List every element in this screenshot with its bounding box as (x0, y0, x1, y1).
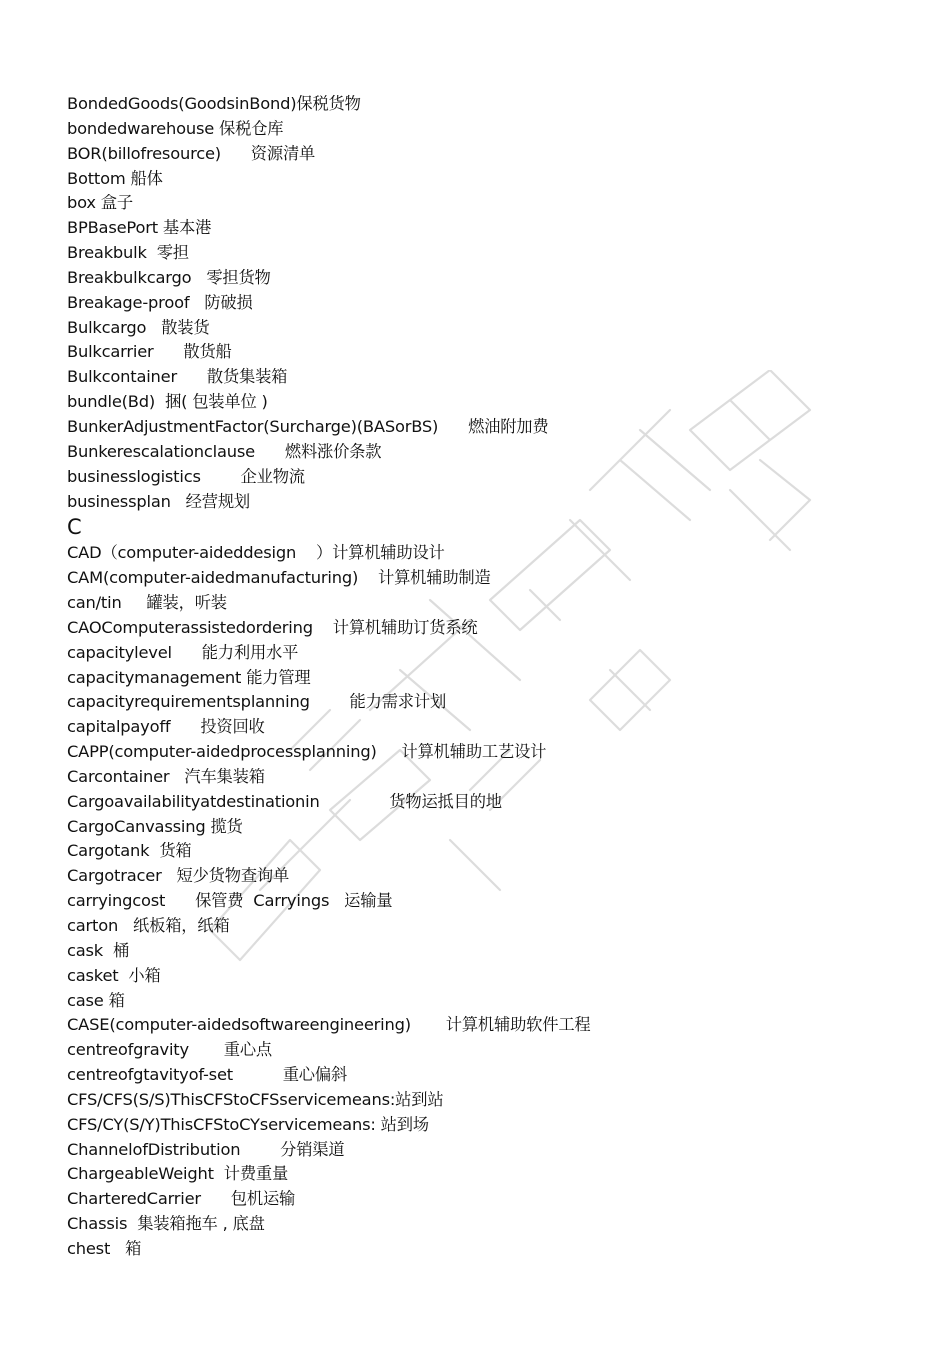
entry-term: CFS/CFS(S/S)ThisCFStoCFSservicemeans: (67, 1089, 396, 1109)
entry-term: centreofgtavityof-set (67, 1065, 233, 1085)
glossary-entry (67, 914, 887, 939)
entry-term: case (67, 990, 104, 1010)
glossary-entry (67, 415, 887, 440)
entry-gap (201, 467, 241, 486)
entry-gap (221, 144, 251, 163)
entry-gap (127, 1214, 137, 1233)
glossary-entry (67, 1063, 887, 1088)
entry-definition: 包机运输 (230, 1189, 296, 1209)
entry-definition: 集装箱拖车 , 底盘 (137, 1214, 265, 1234)
entry-gap (122, 593, 147, 612)
entry-definition: 纸板箱，纸箱 (133, 916, 230, 935)
glossary-entry (67, 989, 887, 1014)
entry-term: BondedGoods(GoodsinBond) (67, 94, 297, 113)
entry-term: CAM(computer-aidedmanufacturing) (67, 568, 359, 588)
glossary-entry (67, 390, 887, 415)
entry-term: ChargeableWeight (67, 1164, 214, 1184)
glossary-entry (67, 765, 887, 790)
entry-gap (154, 342, 184, 361)
entry-gap (170, 717, 200, 736)
entry-definition: 货物运抵目的地 (389, 791, 502, 811)
glossary-entry (67, 291, 887, 316)
entry-term: cask (67, 940, 104, 960)
glossary-entry (67, 541, 887, 566)
entry-term: businessplan (67, 491, 171, 511)
entry-term: BunkerAdjustmentFactor(Surcharge)(BASorBS) (67, 416, 439, 436)
entry-gap (155, 392, 165, 411)
entry-definition: 燃油附加费 (468, 416, 549, 436)
entry-term: Bulkcontainer (67, 367, 177, 387)
entry-term: CAD（computer-aideddesign (67, 543, 297, 563)
entry-gap (310, 692, 350, 711)
entry-term: C (67, 515, 82, 540)
glossary-entry (67, 790, 887, 815)
entry-definition: 保税仓库 (219, 118, 284, 138)
entry-definition: 防破损 (204, 292, 253, 312)
entry-term: bondedwarehouse (67, 118, 215, 138)
glossary-entry (67, 1162, 887, 1187)
entry-definition: 捆( 包装单位 ) (165, 392, 268, 412)
entry-definition: 基本港 (162, 218, 212, 238)
entry-definition: 零担货物 (206, 267, 271, 287)
entry-definition: 重心点 (223, 1040, 272, 1060)
entry-term: CFS/CY(S/Y)ThisCFStoCYservicemeans: (67, 1114, 376, 1134)
entry-definition: 汽车集装箱 (184, 766, 265, 786)
entry-term: CargoCanvassing (67, 816, 206, 836)
entry-definition: 保税货物 (296, 94, 361, 113)
entry-gap (313, 618, 333, 637)
entry-definition: 分销渠道 (280, 1139, 345, 1159)
entry-term: CAOComputerassistedordering (67, 617, 313, 637)
entry-definition: 零担 (156, 243, 189, 263)
entry-definition: 燃料涨价条款 (284, 441, 382, 461)
entry-term: Carcontainer (67, 766, 170, 786)
entry-gap (110, 1239, 125, 1258)
entry-gap (255, 442, 285, 461)
entry-gap (240, 1140, 280, 1159)
entry-gap (147, 243, 157, 262)
entry-definition: 盒子 (100, 193, 133, 213)
entry-definition: 货箱 (159, 841, 192, 861)
entry-term: bundle(Bd) (67, 392, 156, 412)
entry-term: box (67, 193, 96, 213)
section-heading (67, 514, 887, 541)
entry-definition: 箱 (125, 1238, 142, 1258)
glossary-entry (67, 1187, 887, 1212)
entry-gap (162, 866, 177, 885)
glossary-entry (67, 740, 887, 765)
entry-term: carryingcost (67, 891, 166, 911)
entry-gap (214, 1164, 224, 1183)
entry-term: centreofgravity (67, 1040, 189, 1060)
glossary-entry (67, 939, 887, 964)
entry-definition: 散货集装箱 (206, 367, 288, 387)
entry-gap (171, 492, 186, 511)
entry-term: Bunkerescalationclause (67, 441, 255, 461)
entry-definition: 短少货物查询单 (176, 866, 290, 886)
entry-definition: 能力利用水平 (201, 642, 299, 662)
glossary-entry (67, 591, 887, 616)
glossary-entry (67, 690, 887, 715)
entry-gap (189, 1040, 224, 1059)
entry-term: Cargotank (67, 841, 150, 861)
entry-definition: 企业物流 (240, 466, 305, 486)
glossary-entry (67, 1013, 887, 1038)
glossary-entry (67, 1237, 887, 1262)
entry-definition: 船体 (130, 168, 163, 188)
glossary-entry (67, 365, 887, 390)
entry-term: Bulkcargo (67, 317, 147, 337)
entry-term: Cargoavailabilityatdestinationin (67, 791, 320, 811)
entry-definition: 桶 (113, 940, 130, 960)
entry-term: capacitylevel (67, 642, 172, 662)
entry-definition: 重心偏斜 (282, 1065, 348, 1085)
entry-term: carton (67, 916, 119, 935)
entry-term: Breakbulkcargo (67, 267, 192, 287)
glossary-entry (67, 340, 887, 365)
entry-definition: 站到场 (380, 1114, 429, 1134)
entry-definition: 散货船 (183, 342, 232, 362)
entry-definition: 能力管理 (246, 667, 311, 687)
glossary-entry (67, 666, 887, 691)
entry-gap (118, 966, 128, 985)
glossary-entry (67, 266, 887, 291)
entry-term: Chassis (67, 1214, 128, 1234)
entry-term: CAPP(computer-aidedprocessplanning) (67, 742, 377, 762)
glossary-entry (67, 815, 887, 840)
glossary-entry (67, 316, 887, 341)
glossary-entry (67, 92, 887, 117)
entry-gap (320, 792, 390, 811)
entry-definition: 计算机辅助软件工程 (445, 1015, 591, 1035)
entry-term: BOR(billofresource) (67, 143, 221, 163)
entry-definition: 计算机辅助设计 (332, 543, 445, 563)
glossary-entry (67, 465, 887, 490)
entry-gap (149, 841, 159, 860)
entry-definition: 散装货 (161, 317, 210, 337)
entry-term: capacityrequirementsplanning (67, 692, 310, 712)
entry-gap (377, 742, 402, 761)
entry-gap (201, 1189, 231, 1208)
glossary-entry (67, 641, 887, 666)
glossary-entry (67, 616, 887, 641)
entry-term: can/tin (67, 593, 122, 613)
glossary-entry (67, 1138, 887, 1163)
entry-definition: 罐装，听装 (146, 593, 227, 613)
entry-definition: 计算机辅助工艺设计 (401, 742, 547, 762)
glossary-entry (67, 864, 887, 889)
entry-gap (103, 941, 113, 960)
glossary-entry (67, 889, 887, 914)
entry-definition: 计费重量 (223, 1164, 289, 1184)
entry-term: CharteredCarrier (67, 1189, 201, 1209)
glossary-entry (67, 490, 887, 515)
entry-term: ChannelofDistribution (67, 1139, 241, 1159)
entry-definition: 揽货 (210, 816, 243, 836)
entry-term: Breakage-proof (67, 292, 190, 312)
glossary-entry (67, 839, 887, 864)
entry-definition: 小箱 (128, 965, 161, 985)
entry-gap: ） (296, 543, 333, 563)
entry-definition: 站到站 (395, 1089, 444, 1109)
entry-gap (233, 1065, 283, 1084)
entry-term: Breakbulk (67, 243, 147, 263)
glossary-entry (67, 142, 887, 167)
entry-term: capitalpayoff (67, 717, 171, 737)
glossary-entry (67, 1038, 887, 1063)
entry-gap (411, 1015, 446, 1034)
entry-term: casket (67, 965, 119, 985)
entry-term: businesslogistics (67, 466, 201, 486)
entry-definition: 能力需求计划 (349, 692, 447, 712)
entry-definition: 资源清单 (250, 143, 316, 163)
glossary-entry (67, 715, 887, 740)
entry-gap (191, 268, 206, 287)
entry-gap (438, 417, 468, 436)
entry-gap (146, 318, 161, 337)
entry-term: capacitymanagement (67, 667, 242, 687)
entry-gap (358, 568, 378, 587)
entry-gap (169, 767, 184, 786)
entry-term: Bulkcarrier (67, 342, 154, 362)
entry-gap (118, 916, 133, 935)
glossary-entry (67, 216, 887, 241)
glossary-entry (67, 1113, 887, 1138)
entry-gap (189, 293, 204, 312)
entry-term: BPBasePort (67, 218, 158, 238)
glossary-entry (67, 117, 887, 142)
glossary-entry (67, 191, 887, 216)
glossary-entry (67, 1212, 887, 1237)
entry-definition: 投资回收 (200, 717, 265, 737)
entry-definition: 计算机辅助订货系统 (332, 617, 478, 637)
glossary-entry (67, 964, 887, 989)
glossary-entry (67, 241, 887, 266)
entry-gap (177, 367, 207, 386)
entry-term: CASE(computer-aidedsoftwareengineering) (67, 1015, 411, 1035)
glossary-entry (67, 566, 887, 591)
entry-term: Bottom (67, 168, 126, 188)
entry-definition: 保管费 Carryings 运输量 (195, 891, 393, 911)
entry-term: Cargotracer (67, 866, 162, 886)
entry-gap (165, 891, 195, 910)
entry-definition: 经营规划 (185, 491, 250, 511)
entry-gap (172, 643, 202, 662)
glossary-entry (67, 1088, 887, 1113)
entry-term: chest (67, 1238, 111, 1258)
glossary-entry (67, 167, 887, 192)
glossary-list (67, 92, 887, 1262)
entry-definition: 计算机辅助制造 (378, 568, 491, 588)
entry-definition: 箱 (108, 990, 125, 1010)
glossary-entry (67, 440, 887, 465)
